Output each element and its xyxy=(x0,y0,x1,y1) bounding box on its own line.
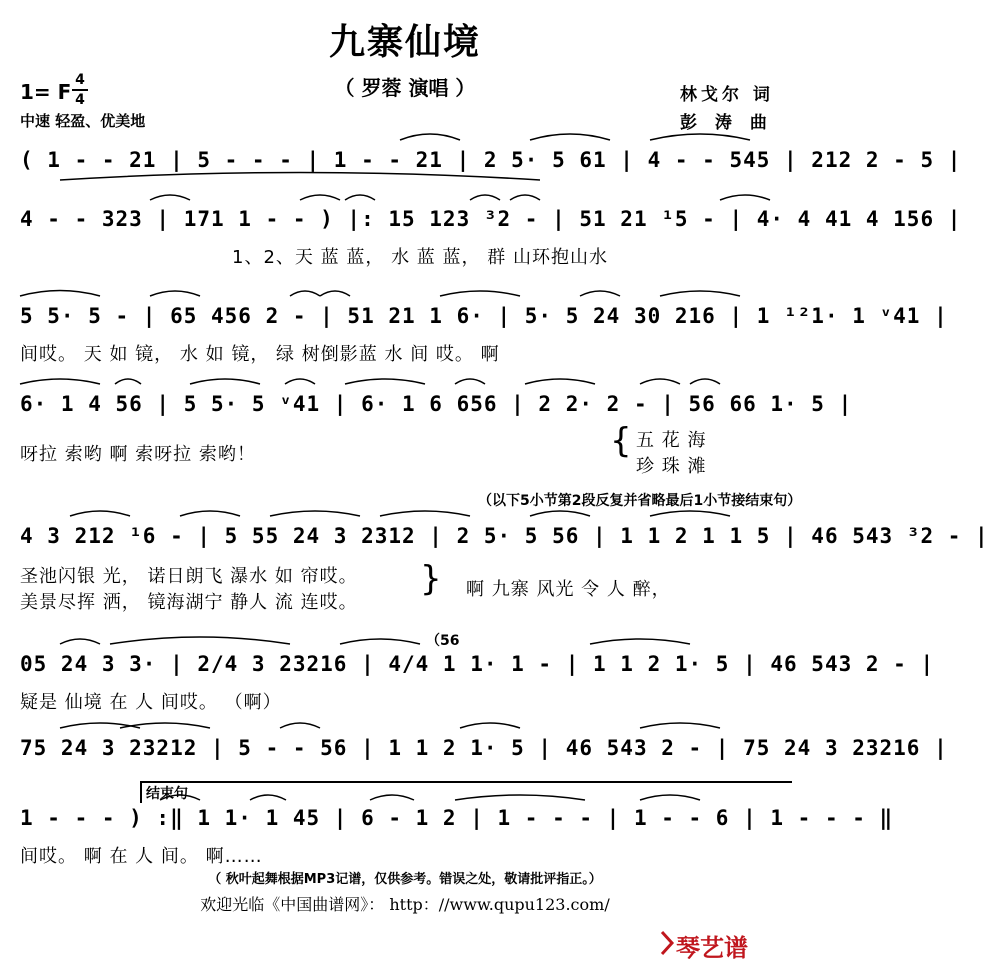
composer-credit: 彭 涛 曲 xyxy=(680,113,773,133)
ending-bracket xyxy=(140,781,792,803)
slur-arc xyxy=(320,291,350,296)
score-row-4: 6· 1 4 56 | 5 5· 5 ᵛ41 | 6· 1 6 656 | 2 2· 2 - | 56 66 1· 5 | xyxy=(20,392,853,416)
slur-arc xyxy=(460,723,520,728)
slur-arc xyxy=(345,379,425,384)
logo-icon xyxy=(660,930,674,956)
brace-lyric-1: 五 花 海 xyxy=(636,430,707,451)
slur-arc xyxy=(300,195,340,200)
lyric-row-4: 呀拉 索哟 啊 索呀拉 索哟！ xyxy=(20,444,256,465)
slur-arc xyxy=(380,511,470,516)
slur-arc xyxy=(530,511,590,516)
slur-arc xyxy=(455,379,485,384)
slur-arc xyxy=(660,291,740,296)
singer-credit: （ 罗蓉 演唱 ） xyxy=(334,76,476,100)
slur-arc xyxy=(180,511,240,516)
slur-arc xyxy=(110,637,290,644)
lyric-refrain: 啊 九寨 风光 令 人 醉， xyxy=(466,579,671,600)
slur-arc xyxy=(285,379,315,384)
lyricist-credit: 林戈尔 词 xyxy=(680,85,774,105)
score-row-2: 4 - - 323 | 171 1 - - ) |: 15 123 ³2 - | 51 21 ¹5 - | 4· 4 41 4 156 | xyxy=(20,207,962,231)
slur-arc xyxy=(120,723,210,728)
slur-arc xyxy=(150,291,200,296)
site-credit: 欢迎光临《中国曲谱网》： http：//www.qupu123.com/ xyxy=(200,895,610,914)
lyric-row-3: 间哎。 天 如 镜， 水 如 镜， 绿 树倒影蓝 水 间 哎。 啊 xyxy=(20,344,500,365)
slur-arc xyxy=(20,379,100,384)
lyric-brace: { xyxy=(610,421,632,461)
transcriber-note: （ 秋叶起舞根据MP3记谱，仅供参考。错误之处，敬请批评指正。） xyxy=(208,872,602,887)
score-row-8: 1 - - - ) :‖ 1 1· 1 45 | 6 - 1 2 | 1 - - - | 1 - - 6 | 1 - - - ‖ xyxy=(20,806,894,830)
lyric-row-5-verse-2: 美景尽挥 洒， 镜海湖宁 静人 流 连哎。 xyxy=(20,592,358,613)
slur-arc xyxy=(115,379,141,384)
song-title: 九寨仙境 xyxy=(328,22,481,63)
time-signature-bottom: 4 xyxy=(75,92,85,108)
time-signature-top: 4 xyxy=(75,72,85,88)
repeat-instruction: （以下5小节第2段反复并省略最后1小节接结束句） xyxy=(478,493,802,509)
lyric-row-5-verse-1: 圣池闪银 光， 诺日朗飞 瀑水 如 帘哎。 xyxy=(20,566,358,587)
slur-arc xyxy=(190,379,260,384)
score-row-6: 05 24 3 3· | 2/4 3 23216 | 4/4 1 1· 1 - | 1 1 2 1· 5 | 46 543 2 - | xyxy=(20,652,935,676)
slur-arc xyxy=(290,291,320,296)
row6-bracket-note: （56 xyxy=(426,633,460,649)
ending-label: 结束句 xyxy=(146,786,188,802)
score-row-5: 4 3 212 ¹6 - | 5 55 24 3 2312 | 2 5· 5 56 | 1 1 2 1 1 5 | 46 543 ³2 - | xyxy=(20,524,989,548)
slur-arc xyxy=(720,195,770,200)
slur-arc xyxy=(530,134,610,140)
lyric-row-8: 间哎。 啊 在 人 间。 啊…… xyxy=(20,846,263,867)
score-row-7: 75 24 3 23212 | 5 - - 56 | 1 1 2 1· 5 | 46 543 2 - | 75 24 3 23216 | xyxy=(20,736,948,760)
score-row-3: 5 5· 5 - | 65 456 2 - | 51 21 1 6· | 5· 5 24 30 216 | 1 ¹²1· 1 ᵛ41 | xyxy=(20,304,948,328)
brace-lyric-2: 珍 珠 滩 xyxy=(636,456,707,477)
slur-arc xyxy=(20,291,100,297)
slur-arc xyxy=(525,379,595,384)
slur-arc xyxy=(60,723,140,728)
slur-arc xyxy=(440,291,520,296)
slur-arc xyxy=(590,639,690,644)
site-logo: 琴艺谱 xyxy=(676,934,748,962)
slur-arc xyxy=(60,173,540,181)
lyric-row-6: 疑是 仙境 在 人 间哎。 （啊） xyxy=(20,692,282,713)
slur-arc xyxy=(280,723,320,728)
slur-arc xyxy=(270,511,360,516)
tempo-marking: 中速 轻盈、优美地 xyxy=(20,112,146,130)
slur-arc xyxy=(150,195,190,200)
slur-arc xyxy=(650,134,750,140)
slur-arc xyxy=(60,639,100,644)
time-signature-bar xyxy=(72,89,88,91)
slur-arc xyxy=(650,511,730,516)
key-signature: 1= F xyxy=(20,80,72,104)
slur-arc xyxy=(340,639,420,644)
slur-arc xyxy=(345,195,375,200)
slur-arc xyxy=(400,134,460,140)
slur-arc xyxy=(640,723,720,728)
time-signature xyxy=(72,72,88,108)
slur-arc xyxy=(580,291,620,296)
slur-arc xyxy=(510,195,540,200)
slur-arc xyxy=(70,511,130,516)
slur-arc xyxy=(690,379,720,384)
slur-arc xyxy=(640,379,680,384)
slur-arc xyxy=(470,195,500,200)
score-row-1: ( 1 - - 21 | 5 - - - | 1 - - 21 | 2 5· 5 61 | 4 - - 545 | 212 2 - 5 | xyxy=(20,148,962,172)
lyric-brace-2: } xyxy=(420,559,442,599)
lyric-row-2: 1、2、天 蓝 蓝， 水 蓝 蓝， 群 山环抱山水 xyxy=(232,247,608,268)
